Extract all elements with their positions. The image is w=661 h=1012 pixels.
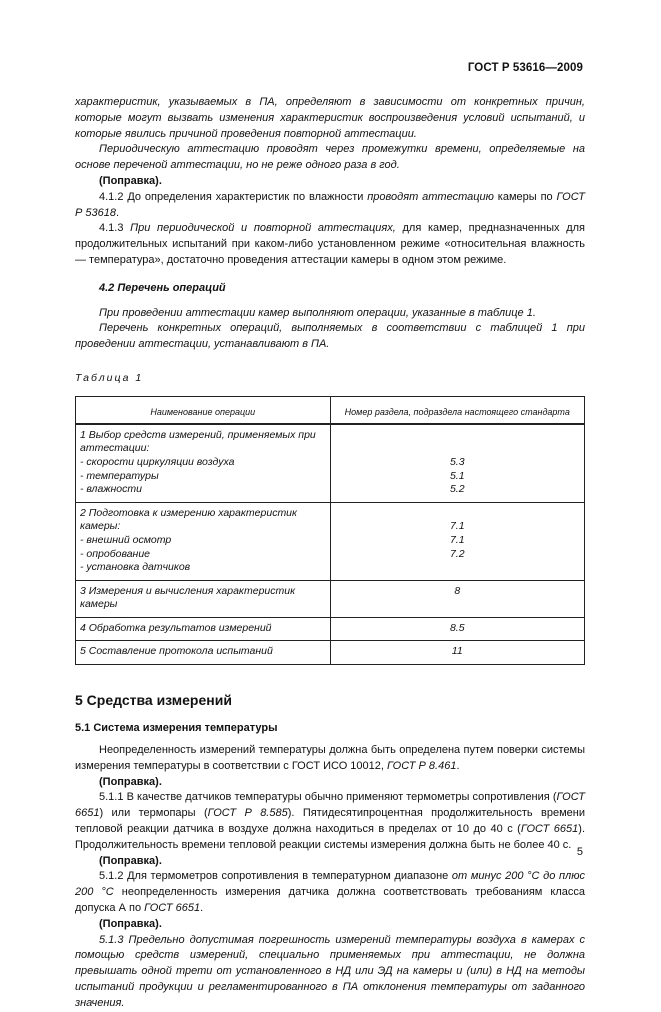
amendment-note: (Поправка). bbox=[99, 174, 162, 187]
document-code: ГОСТ Р 53616—2009 bbox=[467, 62, 583, 74]
table-label: Таблица 1 bbox=[75, 371, 144, 384]
paragraph-5-1-3: 5.1.3 Предельно допустимая погрешность измерений температуры воздуха в камерах с помощью средств измерений, специально применяемых при аттестации, не должна превышать одной трети от установленного в НД или ЭД на камеры и (или) в НД на методы испытаний продукции и регламентированного в ПА отклонения температуры от заданного значения. bbox=[75, 933, 585, 1009]
table-row bbox=[76, 641, 585, 665]
paragraph-periodic: Периодическую аттестацию проводят через промежутки времени, определяемые на основе переченой аттестации, но не реже одного раза в год. bbox=[75, 143, 585, 172]
paragraph-4-1-2: 4.1.2 До определения характеристик по влажности проводят аттестацию камеры по ГОСТ Р 53618. bbox=[75, 190, 585, 219]
table-cell-section: 11 bbox=[330, 641, 585, 665]
table-cell-section: 8.5 bbox=[330, 617, 585, 641]
table-cell-section: 5.3 5.1 5.2 bbox=[330, 424, 585, 502]
paragraph-intro-1: характеристик, указываемых в ПА, определяют в зависимости от конкретных причин, которые могут вызвать изменения характеристик воспроизведения условий испытаний, и которые явились причиной проведения повторной аттестации. bbox=[75, 96, 585, 140]
table-row bbox=[76, 617, 585, 641]
section-4-2-title: 4.2 Перечень операций bbox=[99, 281, 226, 294]
paragraph-5-1-2: 5.1.2 Для термометров сопротивления в температурном диапазоне от минус 200 °С до плюс 200 °С неопределенность измерения датчика должна соответствовать требованиям класса допуска А по ГОСТ 6651. bbox=[75, 870, 585, 915]
table-header-operation: Наименование операции bbox=[76, 396, 331, 424]
table-row bbox=[76, 424, 585, 502]
paragraph-4-1-3: 4.1.3 При периодической и повторной аттестациях, для камер, предназначенных для продолжительных испытаний при каком-либо установленном режиме «относительная влажность — температура», достаточно проведения аттестации камеры в одном этом режиме. bbox=[75, 222, 585, 266]
table-row bbox=[76, 502, 585, 580]
amendment-note: (Поправка). bbox=[99, 854, 162, 867]
table-cell-section: 8 bbox=[330, 580, 585, 617]
paragraph-5-1: Неопределенность измерений температуры должна быть определена путем поверки системы измерения температуры в соответствии с ГОСТ ИСО 10012, ГОСТ Р 8.461. bbox=[75, 744, 585, 772]
paragraph-4-2-1: При проведении аттестации камер выполняют операции, указанные в таблице 1. bbox=[99, 306, 536, 319]
table-header-row bbox=[76, 396, 585, 424]
section-5-title: 5 Средства измерений bbox=[75, 692, 232, 709]
subsection-5-1-title: 5.1 Система измерения температуры bbox=[75, 722, 278, 735]
table-cell-operation: 2 Подготовка к измерению характеристик камеры: - внешний осмотр - опробование - установка датчиков bbox=[76, 502, 331, 580]
page-number: 5 bbox=[576, 846, 583, 858]
table-cell-operation: 1 Выбор средств измерений, применяемых при аттестации: - скорости циркуляции воздуха - температуры - влажности bbox=[76, 424, 331, 502]
paragraph-4-2-2: Перечень конкретных операций, выполняемых в соответствии с таблицей 1 при проведении аттестации, устанавливают в ПА. bbox=[75, 322, 585, 351]
amendment-note: (Поправка). bbox=[99, 917, 162, 930]
table-cell-operation: 4 Обработка результатов измерений bbox=[76, 617, 331, 641]
amendment-note: (Поправка). bbox=[99, 775, 162, 788]
table-row bbox=[76, 580, 585, 617]
table-cell-section: 7.1 7.1 7.2 bbox=[330, 502, 585, 580]
paragraph-5-1-1: 5.1.1 В качестве датчиков температуры обычно применяют термометры сопротивления (ГОСТ 6651) или термопары (ГОСТ Р 8.585). Пятидесятипроцентная продолжительность времени тепловой реакции датчика в воздухе должна находиться в пределах от 10 до 40 с (ГОСТ 6651). Продолжительность времени тепловой реакции системы измерения должна быть не более 40 с. bbox=[75, 791, 586, 851]
table-cell-operation: 3 Измерения и вычисления характеристик камеры bbox=[76, 580, 331, 617]
operations-table bbox=[75, 396, 585, 665]
page-content bbox=[75, 95, 585, 1012]
table-header-section: Номер раздела, подраздела настоящего стандарта bbox=[330, 396, 585, 424]
table-cell-operation: 5 Составление протокола испытаний bbox=[76, 641, 331, 665]
